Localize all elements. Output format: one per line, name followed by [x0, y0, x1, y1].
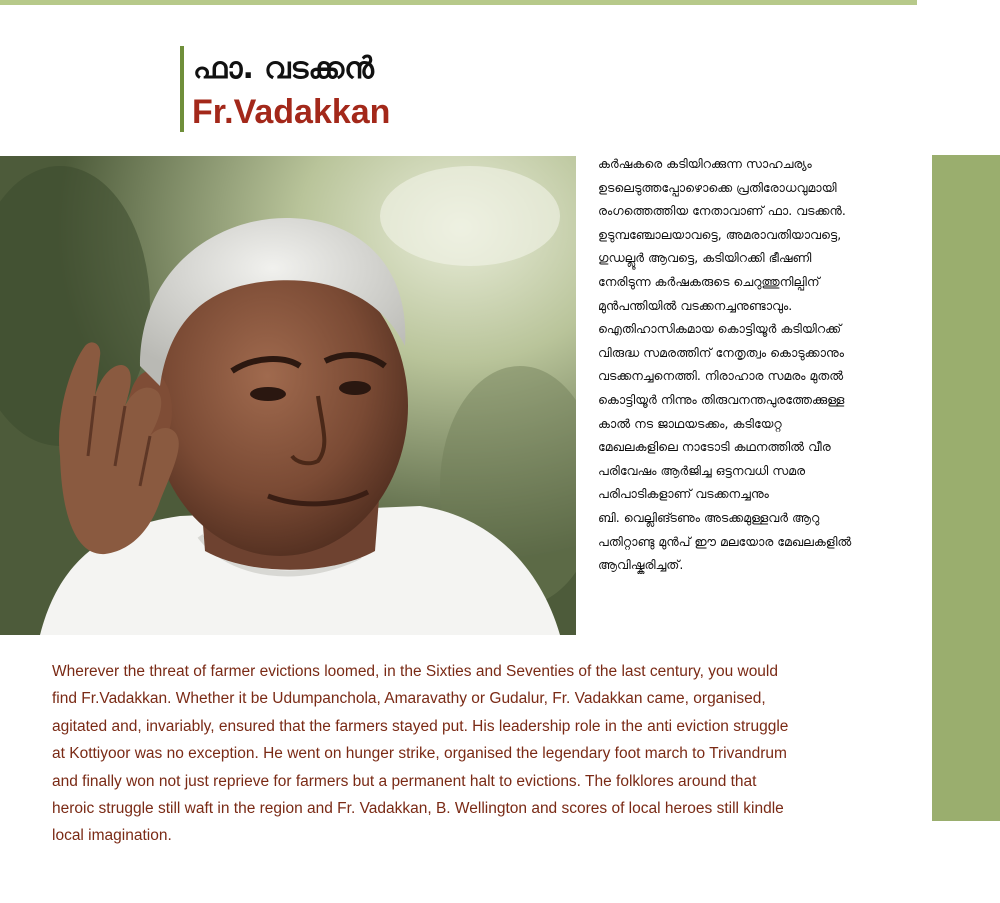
malayalam-line: വടക്കനച്ചനെത്തി. നിരാഹാര സമരം മുതൽ	[598, 368, 844, 384]
malayalam-line: മുൻപന്തിയിൽ വടക്കനച്ചനുണ്ടാവും.	[598, 297, 793, 313]
english-line: find Fr.Vadakkan. Whether it be Udumpanchola, Amaravathy or Gudalur, Fr. Vadakkan came, organised,	[52, 690, 766, 708]
malayalam-line: മേഖലകളിലെ നാടോടി കഥനത്തിൽ വീര	[598, 439, 831, 455]
malayalam-line: ഉടലെടുത്തപ്പോഴൊക്കെ പ്രതിരോധവുമായി	[598, 179, 837, 195]
english-line: Wherever the threat of farmer evictions loomed, in the Sixties and Seventies of the last century, you would	[52, 663, 778, 680]
malayalam-line: പതിറ്റാണ്ടു മുൻപ് ഈ മലയോര മേഖലകളിൽ	[598, 533, 852, 549]
malayalam-line: ഐതിഹാസികമായ കൊട്ടിയൂർ കടിയിറക്ക്	[598, 321, 842, 337]
english-line: agitated and, invariably, ensured that the farmers stayed put. His leadership role in the anti eviction struggle	[52, 717, 789, 735]
malayalam-line: കർഷകരെ കടിയിറക്കുന്ന സാഹചര്യം	[598, 156, 812, 171]
english-line: heroic struggle still waft in the region and Fr. Vadakkan, B. Wellington and scores of local heroes still kindle	[52, 800, 784, 818]
malayalam-line: പരിപാടികളാണ് വടക്കനച്ചനും	[598, 486, 769, 502]
english-line: and finally won not just reprieve for farmers but a permanent halt to evictions. The folklores around that	[52, 772, 757, 790]
malayalam-line: ബി. വെല്ലിങ്ടണും അടക്കമുള്ളവർ ആറു	[598, 509, 820, 525]
malayalam-line: ഗുഡല്ലൂർ ആവട്ടെ, കടിയിറക്കി ഭീഷണി	[598, 250, 812, 266]
malayalam-line: കൊട്ടിയൂർ നിന്നും തിരുവനന്തപുരത്തേക്കുള്ള	[598, 391, 845, 407]
title-accent-bar	[180, 46, 184, 132]
malayalam-line: കാൽ നട ജാഥയടക്കം, കടിയേറ്റ	[598, 415, 782, 431]
top-divider-line	[0, 0, 917, 5]
malayalam-line: നേരിടുന്ന കർഷകരുടെ ചെറുത്തുനില്പിന്	[598, 273, 820, 289]
english-line: at Kottiyoor was no exception. He went on hunger strike, organised the legendary foot march to Trivandrum	[52, 745, 787, 763]
malayalam-line: രംഗത്തെത്തിയ നേതാവാണ് ഫാ. വടക്കൻ.	[598, 203, 846, 219]
malayalam-line: ഉടുമ്പഞ്ചോലയാവട്ടെ, അമരാവതിയാവട്ടെ,	[598, 226, 842, 242]
side-accent-panel	[932, 155, 1000, 821]
title-malayalam: ഫാ. വടക്കൻ	[193, 51, 374, 86]
malayalam-line: ആവിഷ്കരിച്ചത്.	[598, 557, 684, 573]
english-paragraph	[52, 658, 842, 850]
malayalam-line: വിരുദ്ധ സമരത്തിന് നേതൃത്വം കൊടുക്കാനും	[598, 344, 844, 360]
title-english: Fr.Vadakkan	[192, 93, 391, 131]
portrait-photo	[0, 156, 576, 635]
malayalam-line: പരിവേഷം ആർജിച്ച ഒട്ടനവധി സമര	[598, 462, 806, 478]
english-line: local imagination.	[52, 827, 172, 845]
malayalam-paragraph	[598, 152, 916, 577]
